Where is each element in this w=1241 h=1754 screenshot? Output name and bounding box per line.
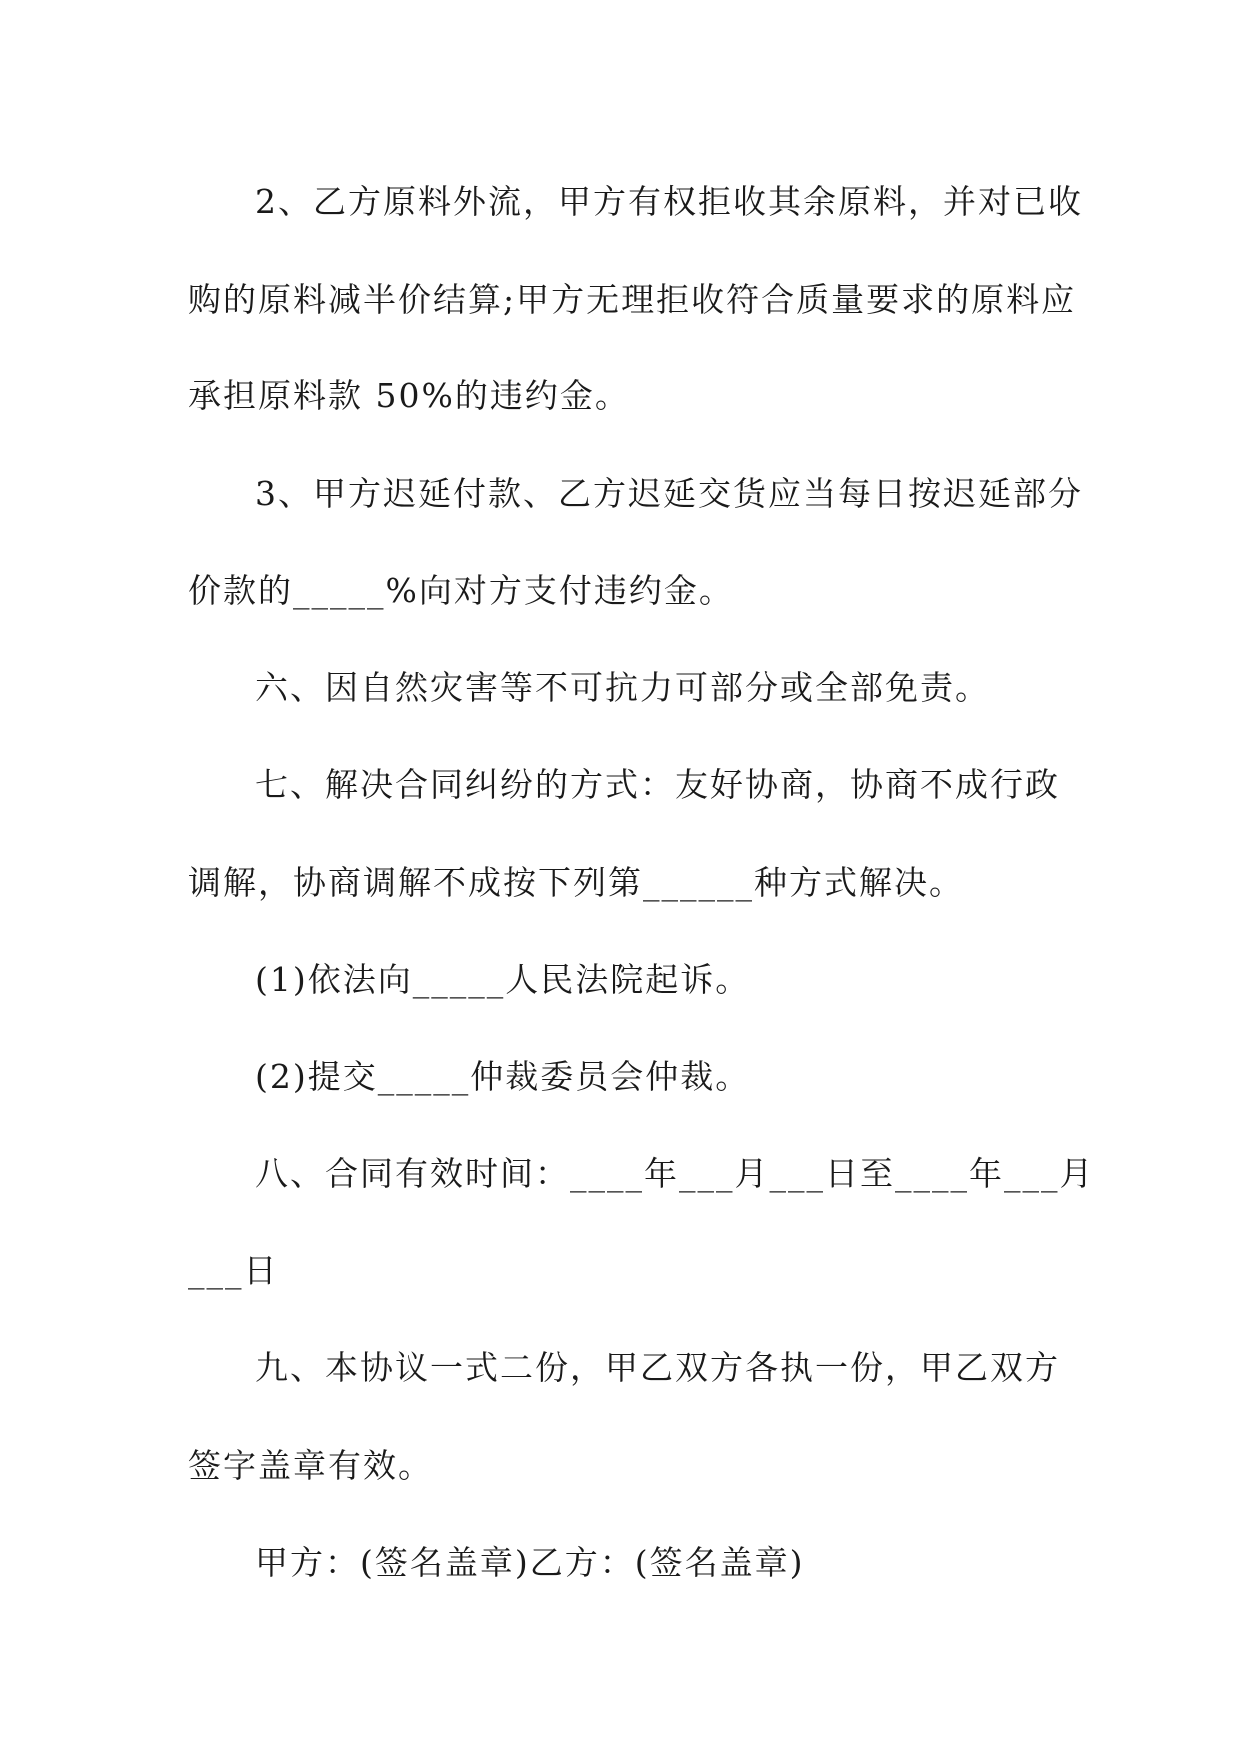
section-8-line-1: 八、合同有效时间：____年___月___日至____年___月 — [255, 1154, 1095, 1193]
option-2: (2)提交_____仲裁委员会仲裁。 — [255, 1057, 751, 1096]
section-9-line-2: 签字盖章有效。 — [188, 1446, 433, 1485]
clause-2-line-3: 承担原料款 50%的违约金。 — [188, 376, 630, 415]
signature-line: 甲方：(签名盖章)乙方：(签名盖章) — [255, 1543, 805, 1582]
clause-3-line-1: 3、甲方迟延付款、乙方迟延交货应当每日按迟延部分 — [255, 474, 1083, 513]
clause-2-line-1: 2、乙方原料外流，甲方有权拒收其余原料，并对已收 — [255, 182, 1083, 221]
section-7-line-2: 调解，协商调解不成按下列第______种方式解决。 — [188, 863, 964, 902]
section-8-line-2: ___日 — [188, 1251, 279, 1290]
clause-2-line-2: 购的原料减半价结算;甲方无理拒收符合质量要求的原料应 — [188, 280, 1077, 319]
option-1: (1)依法向_____人民法院起诉。 — [255, 960, 751, 999]
clause-3-line-2: 价款的_____%向对方支付违约金。 — [188, 571, 734, 610]
section-9-line-1: 九、本协议一式二份，甲乙双方各执一份，甲乙双方 — [255, 1348, 1060, 1387]
section-7-line-1: 七、解决合同纠纷的方式：友好协商，协商不成行政 — [255, 765, 1060, 804]
section-6: 六、因自然灾害等不可抗力可部分或全部免责。 — [255, 668, 990, 707]
